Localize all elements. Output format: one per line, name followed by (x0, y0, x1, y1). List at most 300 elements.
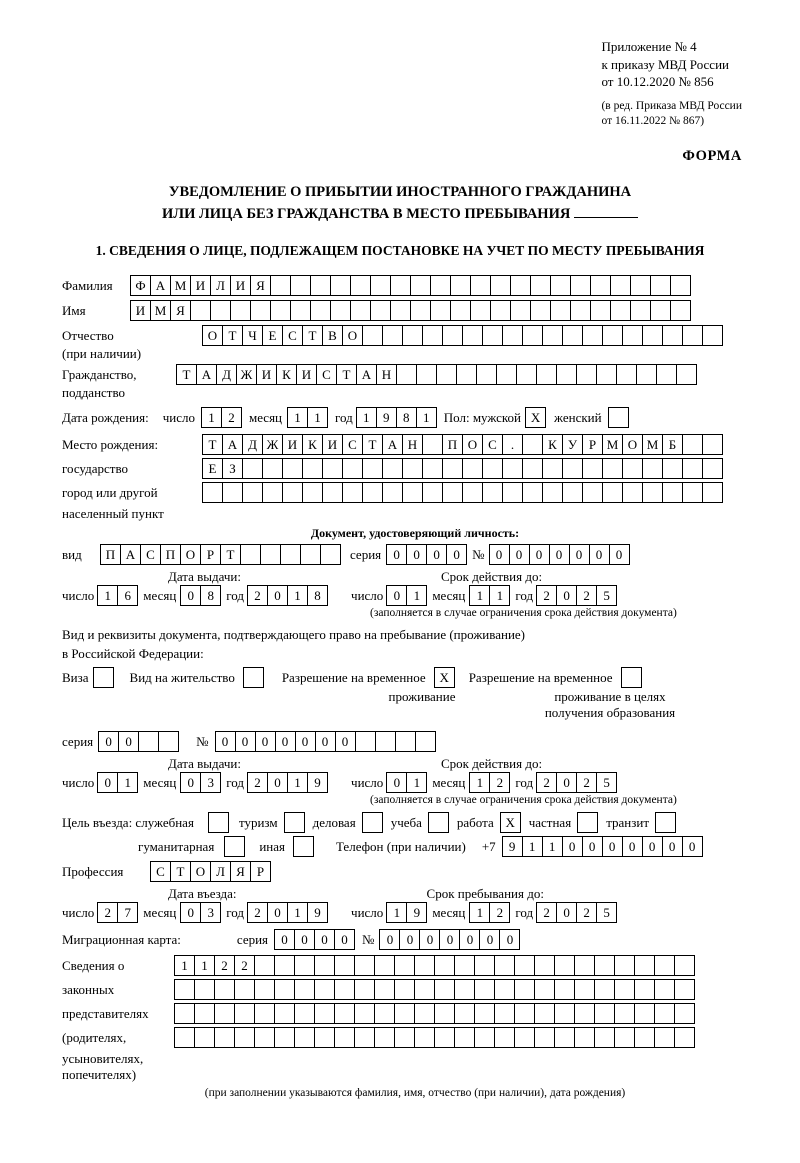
entry-year-input[interactable] (247, 902, 327, 923)
doc-number-input[interactable] (489, 544, 629, 565)
entry-month-input[interactable] (180, 902, 220, 923)
cell[interactable] (574, 955, 595, 976)
temp-residence-checkbox[interactable]: X (434, 667, 455, 688)
cell[interactable]: К (302, 434, 323, 455)
cell[interactable]: Т (170, 861, 191, 882)
cell[interactable] (562, 325, 583, 346)
cell[interactable] (434, 955, 455, 976)
cell[interactable] (234, 979, 255, 1000)
cell[interactable] (330, 275, 351, 296)
cell[interactable] (414, 979, 435, 1000)
cell[interactable]: 8 (307, 585, 328, 606)
cell[interactable]: Д (216, 364, 237, 385)
cell[interactable]: 1 (287, 407, 308, 428)
cell[interactable]: П (442, 434, 463, 455)
cell[interactable]: Т (222, 325, 243, 346)
cell[interactable]: 0 (589, 544, 610, 565)
cell[interactable] (482, 325, 503, 346)
doc-issue-year-input[interactable] (247, 585, 327, 606)
cell[interactable] (362, 458, 383, 479)
cell[interactable] (374, 1027, 395, 1048)
cell[interactable]: Л (210, 861, 231, 882)
cell[interactable]: 1 (117, 772, 138, 793)
cell[interactable] (262, 458, 283, 479)
cell[interactable] (470, 300, 491, 321)
cell[interactable] (514, 1027, 535, 1048)
cell[interactable] (416, 364, 437, 385)
cell[interactable] (422, 434, 443, 455)
cell[interactable] (322, 458, 343, 479)
cell[interactable] (254, 1003, 275, 1024)
cell[interactable]: 2 (489, 902, 510, 923)
cell[interactable] (474, 1003, 495, 1024)
cell[interactable]: С (342, 434, 363, 455)
cell[interactable]: Т (176, 364, 197, 385)
cell[interactable] (594, 955, 615, 976)
cell[interactable]: М (170, 275, 191, 296)
cell[interactable] (602, 482, 623, 503)
cell[interactable]: 0 (335, 731, 356, 752)
cell[interactable] (614, 1003, 635, 1024)
cell[interactable] (422, 325, 443, 346)
cell[interactable] (442, 482, 463, 503)
cell[interactable]: С (150, 861, 171, 882)
cell[interactable] (350, 275, 371, 296)
cell[interactable] (456, 364, 477, 385)
cell[interactable] (634, 979, 655, 1000)
cell[interactable] (434, 979, 455, 1000)
cell[interactable] (282, 482, 303, 503)
cell[interactable]: 2 (576, 902, 597, 923)
cell[interactable] (314, 1027, 335, 1048)
cell[interactable] (415, 731, 436, 752)
cell[interactable] (574, 1027, 595, 1048)
cell[interactable] (642, 325, 663, 346)
cell[interactable] (610, 275, 631, 296)
doc-valid-day-input[interactable] (386, 585, 426, 606)
cell[interactable]: 0 (215, 731, 236, 752)
cell[interactable] (674, 955, 695, 976)
cell[interactable]: 2 (247, 585, 268, 606)
cell[interactable] (314, 955, 335, 976)
cell[interactable]: 9 (307, 902, 328, 923)
cell[interactable] (636, 364, 657, 385)
cell[interactable]: 2 (536, 772, 557, 793)
doc-series-input[interactable] (386, 544, 466, 565)
cell[interactable]: 0 (386, 585, 407, 606)
cell[interactable] (502, 482, 523, 503)
cell[interactable] (194, 1003, 215, 1024)
cell[interactable]: 0 (556, 585, 577, 606)
cell[interactable] (350, 300, 371, 321)
cell[interactable]: 0 (97, 772, 118, 793)
birth-city-input-2[interactable] (202, 482, 722, 503)
cell[interactable] (262, 482, 283, 503)
cell[interactable] (342, 458, 363, 479)
cell[interactable] (174, 979, 195, 1000)
cell[interactable] (402, 482, 423, 503)
cell[interactable] (430, 275, 451, 296)
cell[interactable] (614, 979, 635, 1000)
cell[interactable]: 5 (596, 585, 617, 606)
cell[interactable] (522, 434, 543, 455)
visa-checkbox[interactable] (93, 667, 114, 688)
cell[interactable]: 1 (489, 585, 510, 606)
cell[interactable] (190, 300, 211, 321)
legal-rep-input-2[interactable] (174, 979, 694, 1000)
cell[interactable] (394, 979, 415, 1000)
cell[interactable] (280, 544, 301, 565)
profession-input[interactable] (150, 861, 270, 882)
purpose-service-checkbox[interactable] (208, 812, 229, 833)
cell[interactable] (494, 1003, 515, 1024)
cell[interactable]: А (382, 434, 403, 455)
cell[interactable]: 0 (622, 836, 643, 857)
cell[interactable] (302, 458, 323, 479)
cell[interactable] (554, 1003, 575, 1024)
cell[interactable] (242, 458, 263, 479)
cell[interactable]: 2 (247, 902, 268, 923)
cell[interactable]: 0 (609, 544, 630, 565)
cell[interactable] (214, 1027, 235, 1048)
cell[interactable]: 3 (200, 772, 221, 793)
cell[interactable]: Б (662, 434, 683, 455)
cell[interactable] (534, 1027, 555, 1048)
surname-input[interactable] (130, 275, 690, 296)
cell[interactable]: Т (302, 325, 323, 346)
cell[interactable]: 0 (275, 731, 296, 752)
birth-month-input[interactable] (287, 407, 327, 428)
permit-series-input[interactable] (98, 731, 178, 752)
patronymic-input[interactable] (202, 325, 722, 346)
cell[interactable] (422, 482, 443, 503)
cell[interactable] (370, 300, 391, 321)
cell[interactable] (534, 979, 555, 1000)
cell[interactable] (454, 1027, 475, 1048)
cell[interactable]: О (622, 434, 643, 455)
cell[interactable] (394, 955, 415, 976)
cell[interactable] (654, 955, 675, 976)
cell[interactable] (242, 482, 263, 503)
cell[interactable] (422, 458, 443, 479)
cell[interactable]: 0 (180, 585, 201, 606)
cell[interactable] (434, 1003, 455, 1024)
cell[interactable]: 0 (379, 929, 400, 950)
cell[interactable] (474, 1027, 495, 1048)
cell[interactable]: 1 (469, 585, 490, 606)
cell[interactable] (454, 1003, 475, 1024)
cell[interactable] (554, 1027, 575, 1048)
cell[interactable] (522, 458, 543, 479)
cell[interactable]: 1 (542, 836, 563, 857)
cell[interactable]: 2 (489, 772, 510, 793)
cell[interactable] (382, 458, 403, 479)
cell[interactable] (394, 1027, 415, 1048)
cell[interactable]: Ф (130, 275, 151, 296)
cell[interactable] (290, 275, 311, 296)
cell[interactable] (414, 1027, 435, 1048)
cell[interactable]: Н (376, 364, 397, 385)
cell[interactable] (474, 955, 495, 976)
cell[interactable]: 0 (267, 772, 288, 793)
cell[interactable]: 0 (582, 836, 603, 857)
cell[interactable] (250, 300, 271, 321)
cell[interactable]: 2 (576, 585, 597, 606)
cell[interactable]: Н (402, 434, 423, 455)
cell[interactable] (214, 979, 235, 1000)
cell[interactable] (374, 955, 395, 976)
cell[interactable] (682, 434, 703, 455)
cell[interactable]: 0 (446, 544, 467, 565)
cell[interactable] (594, 1003, 615, 1024)
cell[interactable] (576, 364, 597, 385)
stay-day-input[interactable] (386, 902, 426, 923)
cell[interactable] (454, 955, 475, 976)
cell[interactable]: 5 (596, 772, 617, 793)
cell[interactable] (496, 364, 517, 385)
birth-state-input[interactable] (202, 434, 722, 455)
cell[interactable] (682, 325, 703, 346)
cell[interactable] (410, 300, 431, 321)
cell[interactable] (494, 955, 515, 976)
cell[interactable] (470, 275, 491, 296)
cell[interactable] (656, 364, 677, 385)
cell[interactable] (556, 364, 577, 385)
cell[interactable] (534, 1003, 555, 1024)
cell[interactable]: 0 (274, 929, 295, 950)
cell[interactable] (642, 482, 663, 503)
cell[interactable] (214, 1003, 235, 1024)
cell[interactable] (194, 979, 215, 1000)
cell[interactable] (570, 275, 591, 296)
cell[interactable] (570, 300, 591, 321)
cell[interactable]: 2 (247, 772, 268, 793)
doc-kind-input[interactable] (100, 544, 340, 565)
cell[interactable]: 7 (117, 902, 138, 923)
cell[interactable]: 2 (214, 955, 235, 976)
cell[interactable] (374, 1003, 395, 1024)
cell[interactable] (370, 275, 391, 296)
cell[interactable] (382, 482, 403, 503)
cell[interactable]: 1 (469, 902, 490, 923)
cell[interactable]: 0 (294, 929, 315, 950)
cell[interactable] (536, 364, 557, 385)
cell[interactable]: 6 (117, 585, 138, 606)
cell[interactable] (294, 955, 315, 976)
cell[interactable] (274, 1003, 295, 1024)
cell[interactable] (374, 979, 395, 1000)
cell[interactable] (622, 482, 643, 503)
cell[interactable]: 1 (406, 585, 427, 606)
cell[interactable] (670, 275, 691, 296)
cell[interactable] (158, 731, 179, 752)
cell[interactable] (234, 1003, 255, 1024)
cell[interactable]: 1 (97, 585, 118, 606)
cell[interactable]: 0 (556, 772, 577, 793)
cell[interactable]: Ж (236, 364, 257, 385)
cell[interactable] (334, 979, 355, 1000)
cell[interactable] (355, 731, 376, 752)
cell[interactable] (274, 1027, 295, 1048)
cell[interactable] (462, 325, 483, 346)
cell[interactable]: О (190, 861, 211, 882)
purpose-private-checkbox[interactable] (577, 812, 598, 833)
cell[interactable]: 5 (596, 902, 617, 923)
cell[interactable] (702, 482, 723, 503)
cell[interactable]: Р (200, 544, 221, 565)
cell[interactable] (462, 482, 483, 503)
doc-valid-month-input[interactable] (469, 585, 509, 606)
cell[interactable]: 8 (200, 585, 221, 606)
cell[interactable] (542, 482, 563, 503)
cell[interactable] (674, 1003, 695, 1024)
cell[interactable]: А (196, 364, 217, 385)
cell[interactable] (614, 955, 635, 976)
cell[interactable]: 1 (406, 772, 427, 793)
cell[interactable]: 0 (180, 772, 201, 793)
cell[interactable]: 8 (396, 407, 417, 428)
cell[interactable] (622, 458, 643, 479)
cell[interactable]: 0 (602, 836, 623, 857)
cell[interactable]: М (602, 434, 623, 455)
permit-valid-year-input[interactable] (536, 772, 616, 793)
cell[interactable]: 2 (536, 585, 557, 606)
purpose-tourism-checkbox[interactable] (284, 812, 305, 833)
cell[interactable] (442, 458, 463, 479)
cell[interactable]: 0 (118, 731, 139, 752)
cell[interactable] (354, 1003, 375, 1024)
cell[interactable]: 0 (295, 731, 316, 752)
cell[interactable]: П (100, 544, 121, 565)
cell[interactable] (702, 434, 723, 455)
cell[interactable] (670, 300, 691, 321)
cell[interactable] (430, 300, 451, 321)
cell[interactable] (202, 482, 223, 503)
cell[interactable] (534, 955, 555, 976)
cell[interactable]: О (342, 325, 363, 346)
cell[interactable]: 0 (426, 544, 447, 565)
cell[interactable] (454, 979, 475, 1000)
cell[interactable] (362, 325, 383, 346)
cell[interactable]: О (180, 544, 201, 565)
temp-residence-education-checkbox[interactable] (621, 667, 642, 688)
legal-rep-input-1[interactable] (174, 955, 694, 976)
cell[interactable] (514, 979, 535, 1000)
citizenship-input[interactable] (176, 364, 696, 385)
cell[interactable] (610, 300, 631, 321)
cell[interactable]: 0 (334, 929, 355, 950)
migration-number-input[interactable] (379, 929, 519, 950)
cell[interactable] (596, 364, 617, 385)
permit-valid-day-input[interactable] (386, 772, 426, 793)
cell[interactable] (382, 325, 403, 346)
cell[interactable]: Ж (262, 434, 283, 455)
cell[interactable] (562, 458, 583, 479)
cell[interactable]: 0 (314, 929, 335, 950)
cell[interactable]: 1 (287, 772, 308, 793)
purpose-transit-checkbox[interactable] (655, 812, 676, 833)
cell[interactable]: 0 (549, 544, 570, 565)
cell[interactable]: 3 (200, 902, 221, 923)
cell[interactable] (240, 544, 261, 565)
cell[interactable] (590, 300, 611, 321)
cell[interactable] (482, 458, 503, 479)
cell[interactable] (642, 458, 663, 479)
cell[interactable]: 0 (386, 544, 407, 565)
doc-valid-year-input[interactable] (536, 585, 616, 606)
cell[interactable]: 0 (235, 731, 256, 752)
cell[interactable]: 0 (642, 836, 663, 857)
stay-year-input[interactable] (536, 902, 616, 923)
cell[interactable] (550, 275, 571, 296)
cell[interactable] (334, 955, 355, 976)
cell[interactable] (474, 979, 495, 1000)
cell[interactable] (434, 1027, 455, 1048)
cell[interactable]: 0 (315, 731, 336, 752)
cell[interactable] (302, 482, 323, 503)
cell[interactable]: 1 (307, 407, 328, 428)
stay-month-input[interactable] (469, 902, 509, 923)
cell[interactable] (294, 979, 315, 1000)
cell[interactable]: 0 (529, 544, 550, 565)
cell[interactable] (634, 955, 655, 976)
cell[interactable] (414, 955, 435, 976)
cell[interactable] (594, 1027, 615, 1048)
purpose-other-checkbox[interactable] (293, 836, 314, 857)
cell[interactable]: 1 (287, 902, 308, 923)
migration-series-input[interactable] (274, 929, 354, 950)
cell[interactable] (582, 458, 603, 479)
cell[interactable] (396, 364, 417, 385)
cell[interactable]: 0 (459, 929, 480, 950)
cell[interactable] (282, 458, 303, 479)
cell[interactable]: 0 (255, 731, 276, 752)
cell[interactable] (590, 275, 611, 296)
cell[interactable] (676, 364, 697, 385)
permit-issue-day-input[interactable] (97, 772, 137, 793)
cell[interactable] (402, 458, 423, 479)
cell[interactable] (320, 544, 341, 565)
cell[interactable] (554, 955, 575, 976)
cell[interactable]: Т (202, 434, 223, 455)
cell[interactable] (270, 300, 291, 321)
sex-female-checkbox[interactable] (608, 407, 629, 428)
cell[interactable] (290, 300, 311, 321)
cell[interactable]: 0 (499, 929, 520, 950)
cell[interactable]: 1 (522, 836, 543, 857)
cell[interactable] (616, 364, 637, 385)
cell[interactable]: 1 (287, 585, 308, 606)
cell[interactable] (314, 979, 335, 1000)
cell[interactable]: 1 (416, 407, 437, 428)
doc-issue-month-input[interactable] (180, 585, 220, 606)
cell[interactable]: 1 (174, 955, 195, 976)
cell[interactable] (654, 979, 675, 1000)
cell[interactable]: Д (242, 434, 263, 455)
cell[interactable] (662, 458, 683, 479)
cell[interactable] (702, 458, 723, 479)
cell[interactable] (562, 482, 583, 503)
cell[interactable] (260, 544, 281, 565)
cell[interactable] (634, 1027, 655, 1048)
cell[interactable] (582, 325, 603, 346)
cell[interactable] (234, 1027, 255, 1048)
cell[interactable] (490, 300, 511, 321)
cell[interactable] (354, 955, 375, 976)
cell[interactable] (254, 979, 275, 1000)
cell[interactable] (390, 300, 411, 321)
name-input[interactable] (130, 300, 690, 321)
